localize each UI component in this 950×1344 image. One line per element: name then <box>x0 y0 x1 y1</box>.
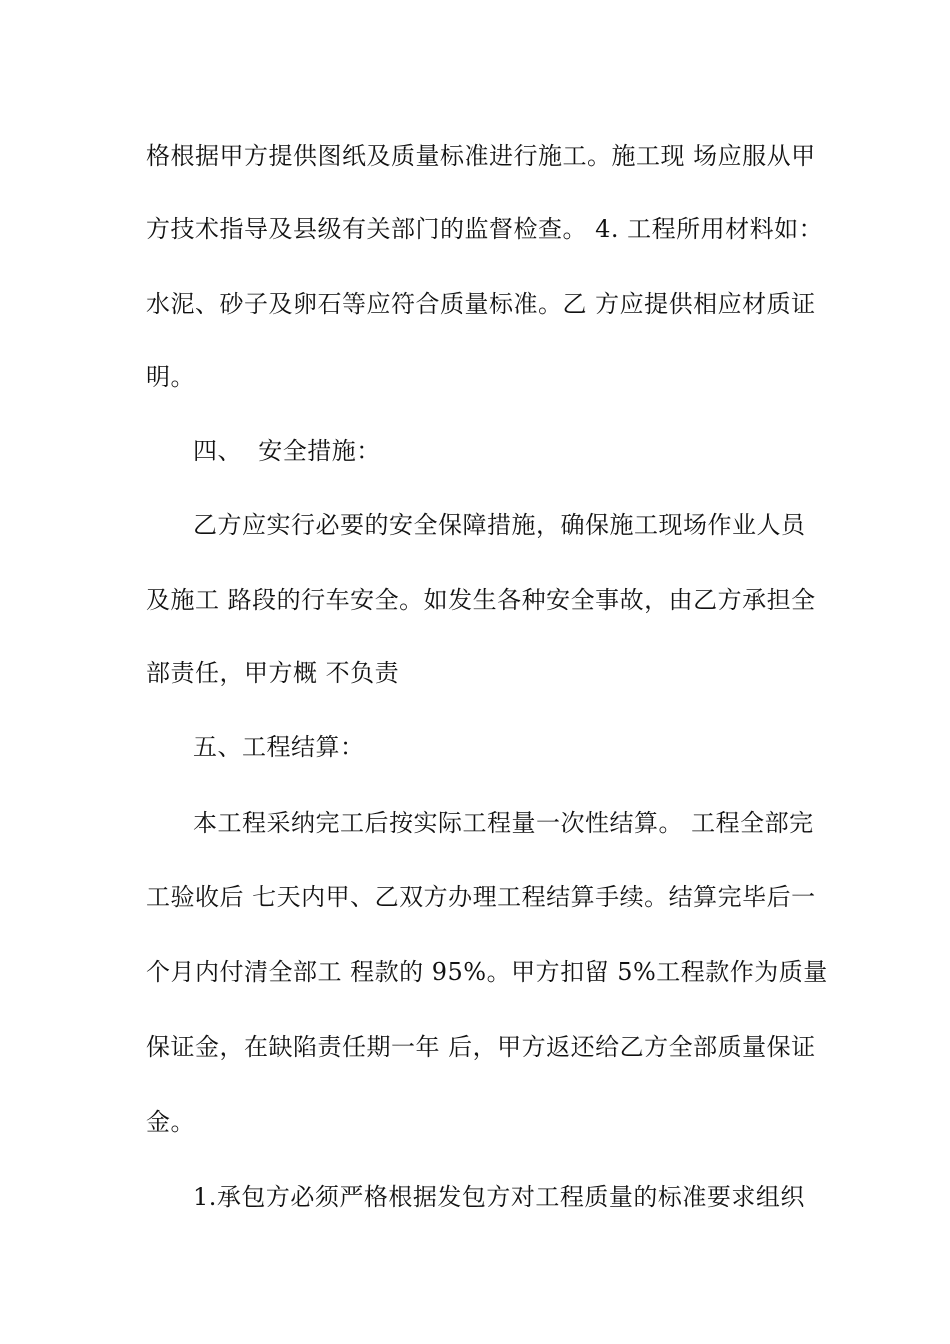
paragraph-line-11: 工验收后 七天内甲、乙双方办理工程结算手续。结算完毕后一 <box>146 883 816 911</box>
paragraph-line-2: 方技术指导及县级有关部门的监督检查。 4. 工程所用材料如： <box>146 215 824 243</box>
paragraph-line-14: 金。 <box>146 1108 195 1136</box>
paragraph-line-6: 乙方应实行必要的安全保障措施，确保施工现场作业人员 <box>193 511 806 539</box>
paragraph-line-8: 部责任，甲方概 不负责 <box>146 659 400 687</box>
section-heading-settlement: 五、工程结算： <box>193 733 365 761</box>
section-heading-safety: 四、 安全措施： <box>193 437 381 465</box>
paragraph-line-13: 保证金，在缺陷责任期一年 后，甲方返还给乙方全部质量保证 <box>146 1033 816 1061</box>
paragraph-line-7: 及施工 路段的行车安全。如发生各种安全事故，由乙方承担全 <box>146 586 816 614</box>
paragraph-line-12: 个月内付清全部工 程款的 95%。甲方扣留 5%工程款作为质量 <box>146 958 828 986</box>
paragraph-line-3: 水泥、砂子及卵石等应符合质量标准。乙 方应提供相应材质证 <box>146 290 816 318</box>
paragraph-line-4: 明。 <box>146 363 195 391</box>
paragraph-line-1: 格根据甲方提供图纸及质量标准进行施工。施工现 场应服从甲 <box>146 142 816 170</box>
paragraph-line-10: 本工程采纳完工后按实际工程量一次性结算。 工程全部完 <box>193 809 814 837</box>
paragraph-line-15: 1.承包方必须严格根据发包方对工程质量的标准要求组织 <box>193 1183 805 1211</box>
